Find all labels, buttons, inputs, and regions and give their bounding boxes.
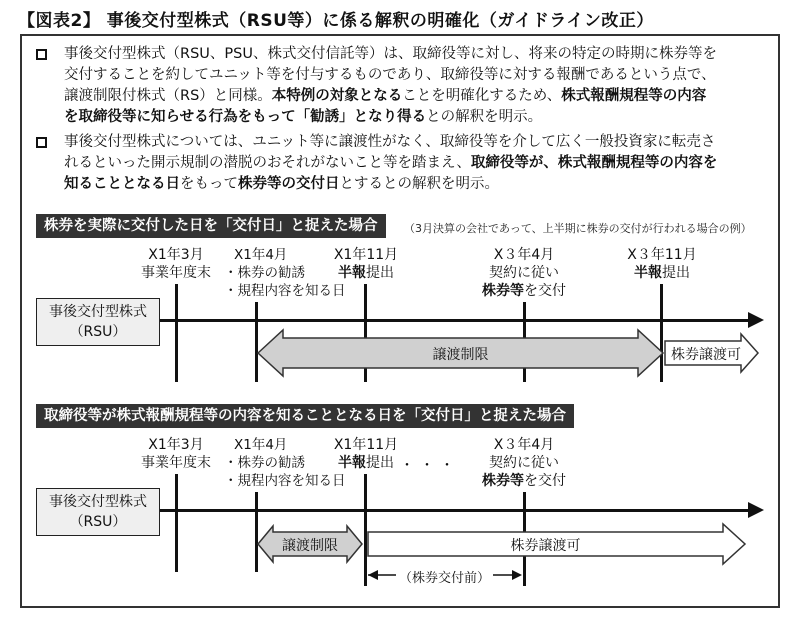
note-line: 事後交付型株式については、ユニット等に譲渡性がなく、取締役等を介して広く一般投資家に転売さ <box>64 134 716 150</box>
milestone-4-label: X３年4月 契約に従い 株券等を交付 <box>482 437 566 489</box>
note-line: を取締役等に知らせる行為をもって「勧誘」となり得るとの解釈を明示。 <box>64 109 543 125</box>
note-line: 事後交付型株式（RSU、PSU、株式交付信託等）は、取締役等に対し、将来の特定の時期に株券等を <box>64 46 717 62</box>
milestone-3-label: X1年11月 半報提出 <box>333 247 399 281</box>
section-1-note: （3月決算の会社であって、上半期に株券の交付が行われる場合の例） <box>404 222 752 235</box>
restricted-label: 譲渡制限 <box>282 538 338 554</box>
section-2-heading: 取締役等が株式報酬規程等の内容を知ることとなる日を「交付日」と捉えた場合 <box>36 404 574 428</box>
figure-title: 【図表2】 事後交付型株式（RSU等）に係る解釈の明確化（ガイドライン改正） <box>18 11 654 31</box>
bracket-left-head <box>368 570 378 580</box>
milestone-1-label: X1年3月 事業年度末 <box>141 247 211 281</box>
note-line: 譲渡制限付株式（RS）と同様。本特例の対象となることを明確化するため、株式報酬規程等の内容 <box>64 88 707 104</box>
milestone-2-label: X1年4月 ・株券の勧誘 ・規程内容を知る日 <box>224 437 346 489</box>
milestone-1-label: X1年3月 事業年度末 <box>141 437 211 471</box>
ellipsis: ・・・ <box>400 458 460 474</box>
restricted-label: 譲渡制限 <box>432 347 489 363</box>
milestone-2-label: X1年4月 ・株券の勧誘 ・規程内容を知る日 <box>224 247 346 299</box>
bracket-right-head <box>512 570 522 580</box>
milestone-3-label: X1年11月 半報提出 <box>333 437 399 471</box>
milestone-4-label: X３年4月 契約に従い 株券等を交付 <box>482 247 566 299</box>
section-1-heading: 株券を実際に交付した日を「交付日」と捉えた場合 <box>36 214 386 238</box>
transferable-label: 株券譲渡可 <box>671 347 741 363</box>
rsu-box: 事後交付型株式 （RSU） <box>36 488 160 536</box>
bracket-label: （株券交付前） <box>396 567 493 586</box>
transferable-label: 株券譲渡可 <box>510 538 581 554</box>
note-line: れるといった開示規制の潜脱のおそれがないこと等を踏まえ、取締役等が、株式報酬規程等の内容を <box>64 155 718 171</box>
milestone-5-label: X３年11月 半報提出 <box>627 247 697 281</box>
note-line: 知ることとなる日をもって株券等の交付日とするとの解釈を明示。 <box>64 176 499 192</box>
rsu-box: 事後交付型株式 （RSU） <box>36 298 160 346</box>
note-line: 交付することを約してユニット等を付与するものであり、取締役等に対する報酬であるという点で、 <box>64 67 716 83</box>
